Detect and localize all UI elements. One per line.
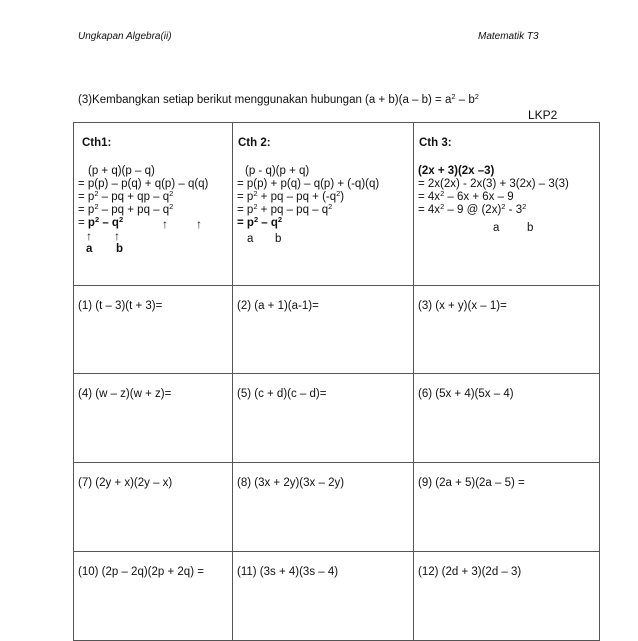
example-line: = $4x^2 - 6x + 6x - 9$ xyxy=(418,189,514,203)
header-course: Matematik T3 xyxy=(478,31,539,42)
arrow-up-icon: ↑ xyxy=(86,229,92,243)
example-cell-1 xyxy=(74,123,233,286)
question-text: (2) (a + 1)(a-1)= xyxy=(237,300,319,312)
question-text: (4) (w – z)(w + z)= xyxy=(78,388,172,400)
question-cell[interactable] xyxy=(414,552,600,641)
example-title: Cth 3: xyxy=(419,137,452,149)
example-line: (2x + 3)(2x –3) xyxy=(418,165,495,177)
question-cell[interactable] xyxy=(74,463,233,552)
label-row xyxy=(237,230,413,256)
label-a: a xyxy=(247,233,254,245)
label-b: b xyxy=(527,222,534,234)
label-a: a xyxy=(86,243,93,255)
question-text: (5) (c + d)(c – d)= xyxy=(237,388,327,400)
example-cell-3 xyxy=(414,123,600,286)
question-text: (1) (t – 3)(t + 3)= xyxy=(78,300,163,312)
question-cell[interactable] xyxy=(233,552,414,641)
label-a: a xyxy=(493,222,500,234)
label-row xyxy=(418,217,599,243)
question-text: (12) (2d + 3)(2d – 3) xyxy=(418,566,522,578)
question-text: (8) (3x + 2y)(3x – 2y) xyxy=(237,477,345,489)
example-line: (p - q)(p + q) xyxy=(245,165,310,177)
question-cell[interactable] xyxy=(74,286,233,374)
question-cell[interactable] xyxy=(414,463,600,552)
arrow-up-icon: ↑ xyxy=(162,217,168,231)
question-text: (10) (2p – 2q)(2p + 2q) = xyxy=(78,566,204,578)
example-line: (p + q)(p – q) xyxy=(88,165,155,177)
question-cell[interactable] xyxy=(233,374,414,463)
exercise-table xyxy=(73,122,600,641)
example-line: = $4x^2 - 9$ @ $(2x)^2 - 3^2$ xyxy=(418,202,527,216)
label-b: b xyxy=(275,233,282,245)
question-cell[interactable] xyxy=(233,463,414,552)
example-title: Cth 2: xyxy=(238,137,271,149)
instruction-text: (3)Kembangkan setiap berikut menggunakan hubungan $(a + b)(a - b) = a^2 - b^2$ xyxy=(78,92,479,106)
example-line: = 2x(2x) - 2x(3) + 3(2x) – 3(3) xyxy=(418,178,569,190)
question-text: (6) (5x + 4)(5x – 4) xyxy=(418,388,514,400)
question-cell[interactable] xyxy=(74,552,233,641)
question-cell[interactable] xyxy=(74,374,233,463)
question-cell[interactable] xyxy=(233,286,414,374)
example-line: = p(p) + p(q) – q(p) + (-q)(q) xyxy=(237,178,380,190)
example-line: = $p^2$ – pq + qp – $q^2$ xyxy=(78,189,174,203)
example-line: = $p^2$ – pq + pq – $q^2$ xyxy=(78,202,174,216)
question-cell[interactable] xyxy=(414,286,600,374)
question-text: (7) (2y + x)(2y – x) xyxy=(78,477,173,489)
question-text: (3) (x + y)(x – 1)= xyxy=(418,300,507,312)
worksheet-code: LKP2 xyxy=(528,108,558,122)
header-subject: Ungkapan Algebra(ii) xyxy=(78,31,172,42)
example-cell-2 xyxy=(233,123,414,286)
label-b: b xyxy=(116,243,124,255)
example-line: = p(p) – p(q) + q(p) – q(q) xyxy=(78,178,209,190)
example-line: = $p^2$ + pq – pq + $(-q^2)$ xyxy=(237,189,345,203)
question-cell[interactable] xyxy=(414,374,600,463)
example-title: Cth1: xyxy=(82,137,112,149)
arrow-up-icon: ↑ xyxy=(196,217,202,231)
example-line: = $p^2$ + pq – pq – $q^2$ xyxy=(237,202,333,216)
question-text: (9) (2a + 5)(2a – 5) = xyxy=(418,477,525,489)
question-text: (11) (3s + 4)(3s – 4) xyxy=(237,566,339,578)
arrow-up-icon: ↑ xyxy=(114,229,120,243)
example-answer: = $p^2 - q^2$ xyxy=(78,215,124,229)
example-answer: = $p^2 - q^2$ xyxy=(237,215,283,229)
